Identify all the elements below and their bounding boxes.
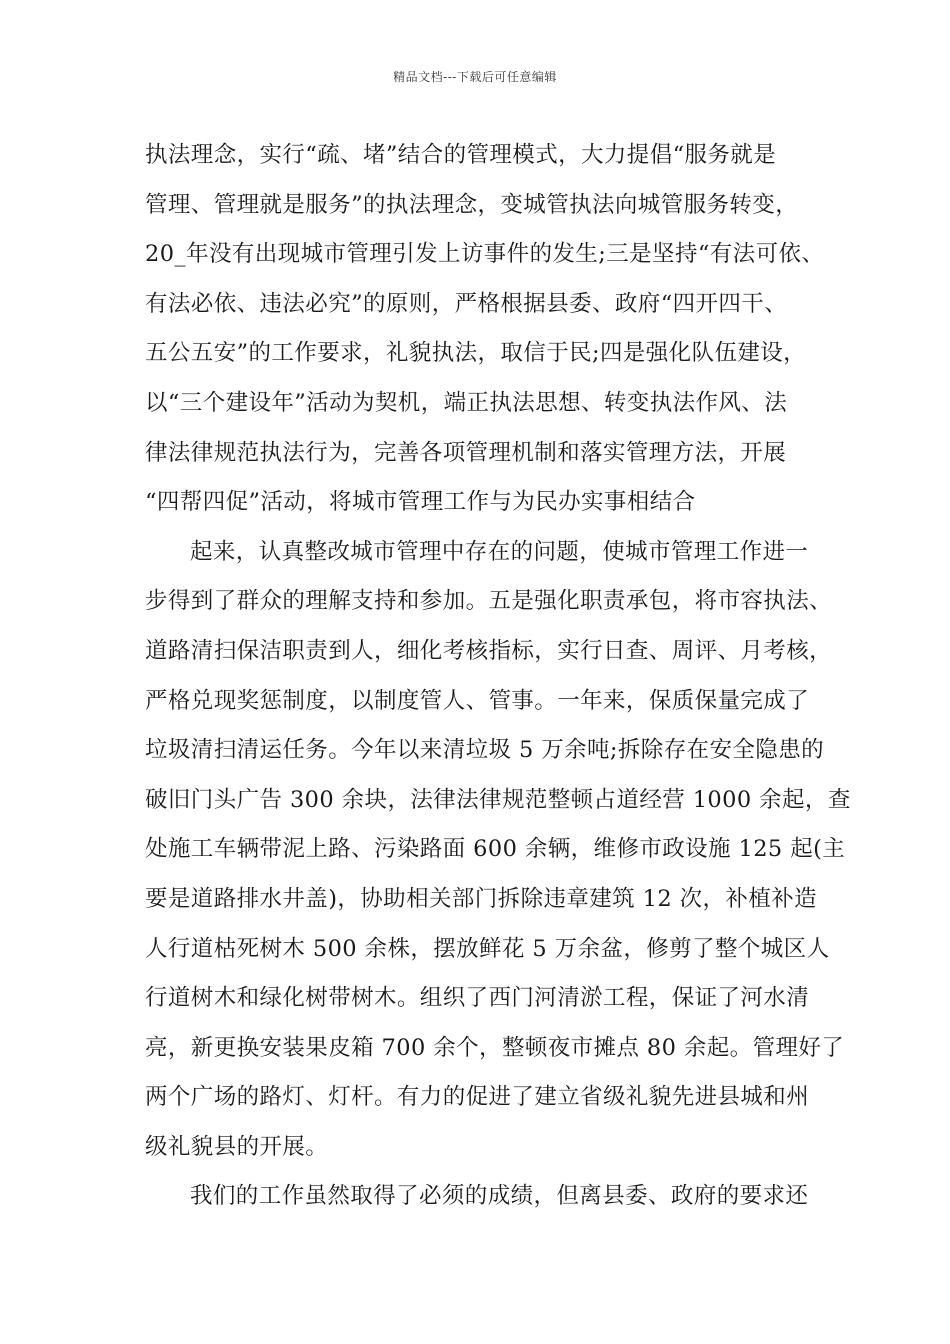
text-line: 亮，新更换安装果皮箱 700 余个，整顿夜市摊点 80 余起。管理好了 — [145, 1034, 845, 1061]
text-line: 起来，认真整改城市管理中存在的问题，使城市管理工作进一 — [190, 538, 809, 565]
text-line: 律法律规范执法行为，完善各项管理机制和落实管理方法，开展 — [145, 439, 787, 466]
paragraph-2 — [145, 528, 851, 1173]
paragraph-1 — [145, 131, 835, 528]
text-line: 行道树木和绿化树带树木。组织了西门河清淤工程，保证了河水清 — [145, 985, 810, 1012]
text-line: “四帮四促”活动，将城市管理工作与为民办实事相结合 — [145, 489, 696, 516]
document-body — [145, 131, 851, 1222]
text-line: 步得到了群众的理解支持和参加。五是强化职责承包，将市容执法、 — [145, 588, 833, 615]
text-line: 要是道路排水井盖)，协助相关部门拆除违章建筑 12 次，补植补造 — [145, 885, 818, 912]
text-line: 破旧门头广告 300 余块，法律法律规范整顿占道经营 1000 余起，查 — [145, 786, 851, 813]
text-line: 五公五安”的工作要求，礼貌执法，取信于民;四是强化队伍建设， — [145, 340, 807, 367]
text-line: 我们的工作虽然取得了必须的成绩，但离县委、政府的要求还 — [190, 1183, 809, 1210]
text-line: 处施工车辆带泥上路、污染路面 600 余辆，维修市政设施 125 起(主 — [145, 836, 846, 863]
text-line: 管理、管理就是服务”的执法理念，变城管执法向城管服务转变， — [145, 191, 799, 218]
text-line: 20_年没有出现城市管理引发上访事件的发生;三是坚持“有法可依、 — [145, 241, 825, 268]
text-line: 执法理念，实行“疏、堵”结合的管理模式，大力提倡“服务就是 — [145, 142, 777, 168]
text-line: 人行道枯死树木 500 余株，摆放鲜花 5 万余盆，修剪了整个城区人 — [145, 935, 830, 962]
text-line: 道路清扫保洁职责到人，细化考核指标，实行日查、周评、月考核， — [145, 637, 833, 664]
text-line: 严格兑现奖惩制度，以制度管人、管事。一年来，保质保量完成了 — [145, 687, 810, 714]
paragraph-3 — [145, 1172, 835, 1222]
text-line: 有法必依、违法必究”的原则，严格根据县委、政府“四开四干、 — [145, 290, 788, 317]
text-line: 以“三个建设年”活动为契机，端正执法思想、转变执法作风、法 — [145, 389, 788, 416]
page-header: 精品文档---下载后可任意编辑 — [393, 70, 557, 84]
text-line: 级礼貌县的开展。 — [145, 1133, 329, 1160]
text-line: 垃圾清扫清运任务。今年以来清垃圾 5 万余吨;拆除存在安全隐患的 — [145, 737, 825, 764]
text-line: 两个广场的路灯、灯杆。有力的促进了建立省级礼貌先进县城和州 — [145, 1084, 810, 1111]
